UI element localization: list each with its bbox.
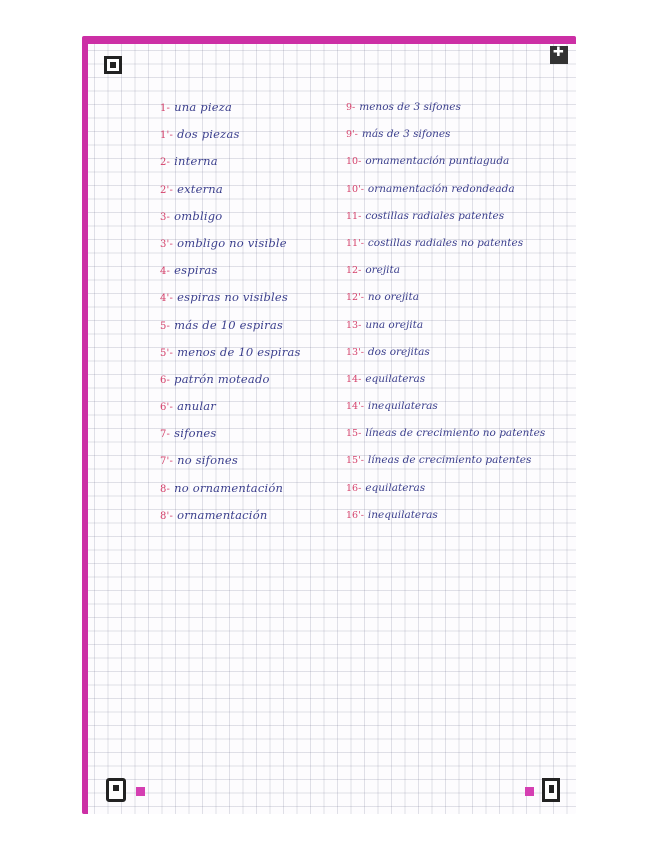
list-item: 10- ornamentación puntiaguda xyxy=(346,155,510,168)
list-item: 15- líneas de crecimiento no patentes xyxy=(346,427,546,440)
right-column-list xyxy=(346,94,545,529)
list-item: 6- patrón moteado xyxy=(160,371,270,386)
list-item: 8- no ornamentación xyxy=(160,480,284,495)
list-item: 14'- inequilateras xyxy=(346,400,438,413)
list-item: 13- una orejita xyxy=(346,318,424,331)
list-item: 5- más de 10 espiras xyxy=(160,317,283,332)
list-item: 7'- no sifones xyxy=(160,453,238,468)
list-item: 13'- dos orejitas xyxy=(346,345,430,358)
list-item: 9'- más de 3 sifones xyxy=(346,128,451,141)
corner-marker-icon xyxy=(104,56,122,74)
list-item: 6'- anular xyxy=(160,399,216,414)
list-item: 4'- espiras no visibles xyxy=(160,290,289,305)
list-item: 7- sifones xyxy=(160,426,217,441)
list-item: 15'- líneas de crecimiento patentes xyxy=(346,454,532,467)
list-item: 10'- ornamentación redondeada xyxy=(346,182,515,195)
list-item: 3- ombligo xyxy=(160,208,223,223)
list-item: 4- espiras xyxy=(160,263,218,278)
notebook-page xyxy=(82,36,576,814)
list-item: 11- costillas radiales patentes xyxy=(346,209,505,222)
pink-square-mark xyxy=(525,787,534,796)
list-item: 12- orejita xyxy=(346,264,400,277)
list-item: 8'- ornamentación xyxy=(160,507,268,522)
corner-marker-icon xyxy=(106,778,126,802)
list-item: 12'- no orejita xyxy=(346,291,419,304)
list-item: 9- menos de 3 sifones xyxy=(346,101,461,113)
list-item: 16- equilateras xyxy=(346,481,426,494)
list-item: 3'- ombligo no visible xyxy=(160,235,287,250)
list-item: 2'- externa xyxy=(160,181,223,196)
corner-marker-icon xyxy=(550,46,568,64)
list-item: 2- interna xyxy=(160,154,218,169)
list-item: 16'- inequilateras xyxy=(346,508,438,521)
list-item: 11'- costillas radiales no patentes xyxy=(346,236,524,249)
corner-marker-icon xyxy=(542,778,560,802)
list-item: 14- equilateras xyxy=(346,372,426,385)
list-item: 5'- menos de 10 espiras xyxy=(160,344,301,359)
list-item: 1- una pieza xyxy=(160,100,233,114)
list-item: 1'- dos piezas xyxy=(160,127,240,142)
pink-square-mark xyxy=(136,787,145,796)
left-column-list xyxy=(160,94,301,529)
